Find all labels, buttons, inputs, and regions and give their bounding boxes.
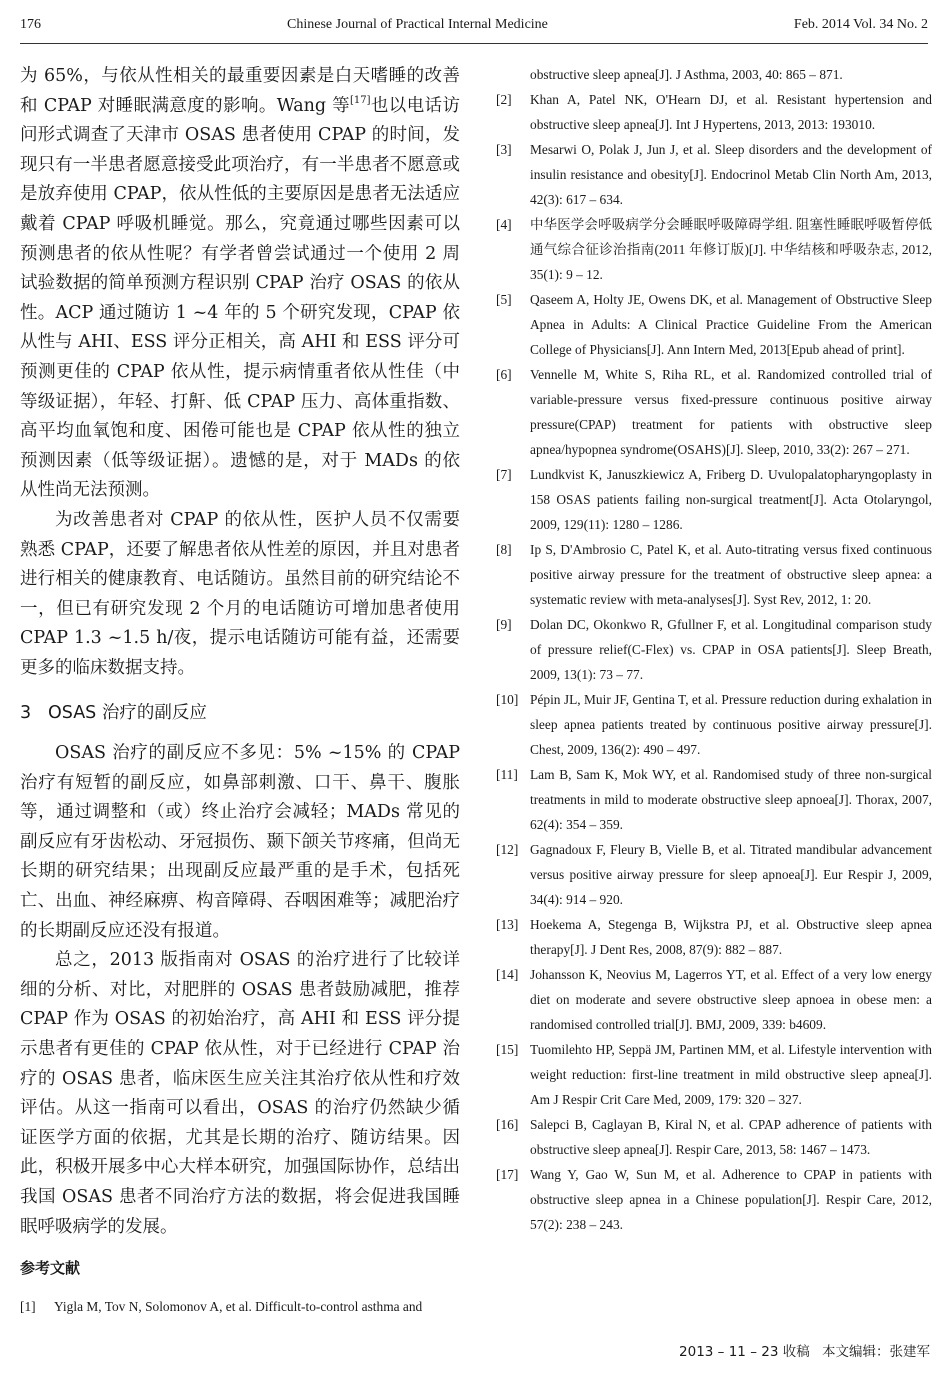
reference-number: [15] <box>496 1042 519 1057</box>
reference-number: [16] <box>496 1117 519 1132</box>
reference-text: Lundkvist K, Januszkiewicz A, Friberg D. Uvulopalatopharyngoplasty in 158 OSAS patients failing non-surgical treatment[J]. Acta Otolaryngol, 2009, 129(11): 1280 – 1286. <box>530 467 932 532</box>
reference-item <box>496 462 932 537</box>
reference-number: [12] <box>496 842 519 857</box>
reference-item <box>496 612 932 687</box>
reference-item <box>496 362 932 462</box>
reference-text: Salepci B, Caglayan B, Kiral N, et al. CPAP adherence of patients with obstructive sleep apnea[J]. Respir Care, 2013, 58: 1467 – 1473. <box>530 1117 932 1157</box>
reference-text: Vennelle M, White S, Riha RL, et al. Randomized controlled trial of variable-pressure versus fixed-pressure continuous positive airway pressure(CPAP) treatment for patients with obstructive sleep apnea/hypopnea syndrome(OSAHS)[J]. Sleep, 2010, 33(2): 267 – 271. <box>530 367 932 457</box>
body-paragraph-1 <box>20 62 460 506</box>
header-divider <box>20 43 928 44</box>
section-number: 3 <box>20 703 32 724</box>
reference-number: [9] <box>496 617 512 632</box>
running-header <box>20 14 928 36</box>
reference-number: [11] <box>496 767 518 782</box>
section-heading <box>20 699 460 729</box>
reference-item <box>496 687 932 762</box>
reference-number: [13] <box>496 917 519 932</box>
body-paragraph-4: 总之，2013 版指南对 OSAS 的治疗进行了比较详细的分析、对比，对肥胖的 OSAS 患者鼓励减肥，推荐 CPAP 作为 OSAS 的初始治疗，高 AHI 和 ESS 评分提示患者有更佳的 CPAP 依从性，对于已经进行 CPAP 治疗的 OSAS 患者，临床医生应关注其治疗依从性和疗效评估。从这一指南可以看出，OSAS 的治疗仍然缺少循证医学方面的依据，尤其是长期的治疗、随访结果。因此，积极开展多中心大样本研究，加强国际协作，总结出我国 OSAS 患者不同治疗方法的数据，将会促进我国睡眠呼吸病学的发展。 <box>20 950 460 1237</box>
page-number: 176 <box>20 17 41 32</box>
reference-item <box>496 962 932 1037</box>
reference-text: Qaseem A, Holty JE, Owens DK, et al. Management of Obstructive Sleep Apnea in Adults: A Clinical Practice Guideline From the American College of Physicians[J]. Ann Intern Med, 2013[Epub ahead of print]. <box>530 292 932 357</box>
reference-text: Khan A, Patel NK, O'Hearn DJ, et al. Resistant hypertension and obstructive sleep apnea[J]. Int J Hypertens, 2013, 2013: 193010. <box>530 92 932 132</box>
received-date: 2013 – 11 – 23 收稿 <box>679 1344 810 1360</box>
reference-text: Pépin JL, Muir JF, Gentina T, et al. Pressure reduction during exhalation in sleep apnea patients treated by continuous positive airway pressure[J]. Chest, 2009, 136(2): 490 – 497. <box>530 692 932 757</box>
reference-number: [3] <box>496 142 512 157</box>
reference-item <box>20 1294 460 1319</box>
reference-item <box>496 287 932 362</box>
reference-number: [6] <box>496 367 512 382</box>
reference-text: Tuomilehto HP, Seppä JM, Partinen MM, et al. Lifestyle intervention with weight reduction: first-line treatment in mild obstructive sleep apnea[J]. Am J Respir Crit Care Med, 2009, 179: 320 – 327. <box>530 1042 932 1107</box>
reference-item <box>496 912 932 962</box>
reference-text: Gagnadoux F, Fleury B, Vielle B, et al. Titrated mandibular advancement versus positive airway pressure for sleep apnoea[J]. Eur Respir J, 2009, 34(4): 914 – 920. <box>530 842 932 907</box>
reference-item-continued <box>496 62 932 87</box>
issue-info: Feb. 2014 Vol. 34 No. 2 <box>793 17 928 32</box>
journal-name: Chinese Journal of Practical Internal Medicine <box>287 17 548 32</box>
references-heading: 参考文献 <box>20 1259 81 1278</box>
reference-number: [7] <box>496 467 512 482</box>
reference-text: Dolan DC, Okonkwo R, Gfullner F, et al. Longitudinal comparison study of pressure relief(C-Flex) vs. CPAP in OSA patients[J]. Sleep Breath, 2009, 13(1): 73 – 77. <box>530 617 932 682</box>
reference-number: [14] <box>496 967 519 982</box>
reference-number: [1] <box>20 1298 36 1314</box>
reference-text: Johansson K, Neovius M, Lagerros YT, et al. Effect of a very low energy diet on moderate and severe obstructive sleep apnoea in obese men: a randomised controlled trial[J]. BMJ, 2009, 339: b4609. <box>530 967 932 1032</box>
reference-number: [17] <box>496 1167 519 1182</box>
reference-text: Hoekema A, Stegenga B, Wijkstra PJ, et al. Obstructive sleep apnea therapy[J]. J Dent Res, 2008, 87(9): 882 – 887. <box>530 917 932 957</box>
reference-item <box>496 1162 932 1237</box>
reference-number: [2] <box>496 92 512 107</box>
reference-item <box>496 212 932 287</box>
reference-text: Wang Y, Gao W, Sun M, et al. Adherence to CPAP in patients with obstructive sleep apnea in a Chinese population[J]. Respir Care, 2012, 57(2): 238 – 243. <box>530 1167 932 1232</box>
body-paragraph-3: OSAS 治疗的副反应不多见：5% ~15% 的 CPAP 治疗有短暂的副反应，如鼻部刺激、口干、鼻干、腹胀等，通过调整和（或）终止治疗会减轻；MADs 常见的副反应有牙齿松动、牙冠损伤、颞下颌关节疼痛，但尚无长期的研究结果；出现副反应最严重的是手术，包括死亡、出血、神经麻痹、构音障碍、吞咽困难等；减肥治疗的长期副反应还没有报道。 <box>20 743 460 941</box>
section-title: OSAS 治疗的副反应 <box>48 703 207 724</box>
reference-text: Mesarwi O, Polak J, Jun J, et al. Sleep disorders and the development of insulin resistance and obesity[J]. Endocrinol Metab Clin North Am, 2013, 42(3): 617 – 634. <box>530 142 932 207</box>
reference-number: [4] <box>496 217 512 232</box>
reference-number: [8] <box>496 542 512 557</box>
reference-item <box>496 762 932 837</box>
citation-17[interactable]: [17] <box>349 94 371 106</box>
reference-item <box>496 87 932 137</box>
paragraph-text: 也以电话访问形式调查了天津市 OSAS 患者使用 CPAP 的时间，发现只有一半患者愿意接受此项治疗，有一半患者不愿意或是放弃使用 CPAP，依从性低的主要原因是患者无法适应戴着 CPAP 呼吸机睡觉。那么，究竟通过哪些因素可以预测患者的依从性呢？有学者曾尝试通过一个使用 2 周试验数据的简单预测方程识别 CPAP 治疗 OSAS 的依从性。ACP 通过随访 1 ~4 年的 5 个研究发现，CPAP 依从性与 AHI、ESS 评分正相关，高 AHI 和 ESS 评分可预测更佳的 CPAP 依从性，提示病情重者依从性佳（中等级证据），年轻、打鼾、低 CPAP 压力、高体重指数、高平均血氧饱和度、困倦可能也是 CPAP 依从性的独立预测因素（低等级证据）。遗憾的是，对于 MADs 的依从性尚无法预测。 <box>20 95 460 501</box>
reference-text: Yigla M, Tov N, Solomonov A, et al. Difficult-to-control asthma and <box>54 1298 423 1314</box>
reference-text: Ip S, D'Ambrosio C, Patel K, et al. Auto-titrating versus fixed continuous positive airway pressure for the treatment of obstructive sleep apnea: a systematic review with meta-analyses[J]. Syst Rev, 2012, 1: 20. <box>530 542 932 607</box>
reference-item <box>496 137 932 212</box>
left-column <box>20 62 460 1319</box>
reference-number: [10] <box>496 692 519 707</box>
reference-text: obstructive sleep apnea[J]. J Asthma, 2003, 40: 865 – 871. <box>530 67 843 82</box>
reference-item <box>496 1112 932 1162</box>
reference-number: [5] <box>496 292 512 307</box>
reference-item <box>496 837 932 912</box>
manuscript-footnote <box>671 1340 930 1360</box>
paragraph-text: 为 65%，与依从性相关的最重要因素是白天嗜睡的改善和 CPAP 对睡眠满意度的影响。Wang 等 <box>20 66 460 116</box>
reference-text: Lam B, Sam K, Mok WY, et al. Randomised study of three non-surgical treatments in mild to moderate obstructive sleep apnoea[J]. Thorax, 2007, 62(4): 354 – 359. <box>530 767 932 832</box>
reference-item <box>496 537 932 612</box>
editor-credit: 本文编辑：张建军 <box>822 1344 930 1360</box>
reference-item <box>496 1037 932 1112</box>
reference-text: 中华医学会呼吸病学分会睡眠呼吸障碍学组. 阻塞性睡眠呼吸暂停低通气综合征诊治指南(2011 年修订版)[J]. 中华结核和呼吸杂志, 2012, 35(1): 9 – 12. <box>530 217 932 282</box>
right-column <box>496 62 932 1237</box>
body-paragraph-2: 为改善患者对 CPAP 的依从性，医护人员不仅需要熟悉 CPAP，还要了解患者依从性差的原因，并且对患者进行相关的健康教育、电话随访。虽然目前的研究结论不一，但已有研究发现 2 个月的电话随访可增加患者使用 CPAP 1.3 ~1.5 h/夜，提示电话随访可能有益，还需要更多的临床数据支持。 <box>20 509 460 678</box>
